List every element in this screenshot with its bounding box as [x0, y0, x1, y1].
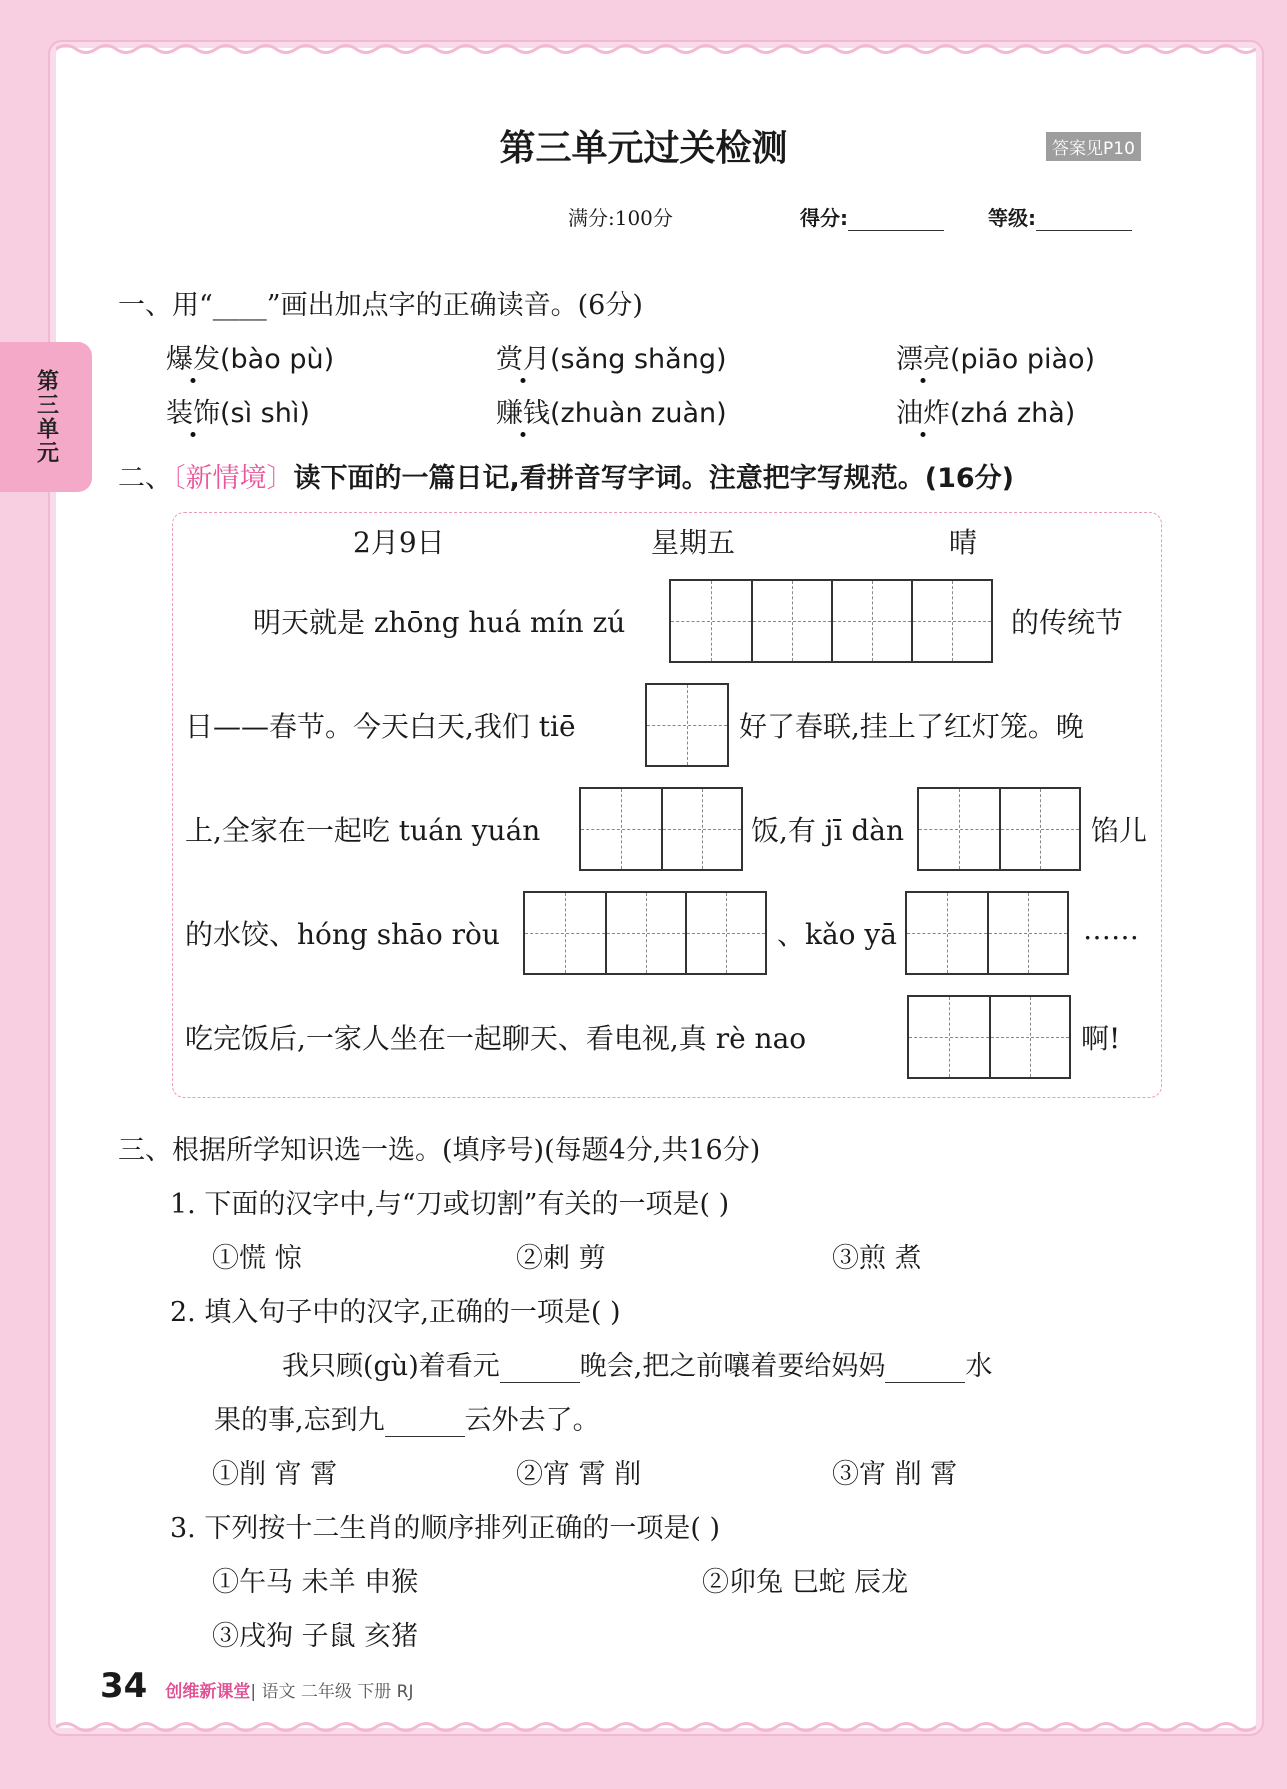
grid-cell[interactable]	[909, 997, 989, 1077]
book-meta: | 语文 二年级 下册 RJ	[250, 1682, 414, 1702]
s1-item-6	[896, 391, 1075, 430]
q3-option-1[interactable]: ①午马 未羊 申猴	[212, 1567, 419, 1598]
side-tab-label: 第三单元	[33, 369, 59, 465]
grade-field	[988, 202, 1132, 231]
section-2-heading	[118, 456, 1014, 495]
q2-sentence-part: 果的事,忘到九	[214, 1405, 385, 1436]
diary-weather: 晴	[949, 526, 978, 559]
q2-text: 2. 填入句子中的汉字,正确的一项是( )	[170, 1297, 621, 1328]
grid-cell[interactable]	[581, 789, 661, 869]
q2-option-1[interactable]: ①削 宵 霄	[212, 1459, 338, 1490]
diary-line-4-mid: 、kǎo yā	[777, 918, 897, 951]
q2-blank-2[interactable]	[885, 1360, 965, 1383]
wavy-border-bottom	[56, 1720, 1256, 1734]
answer-grid-renao[interactable]	[907, 995, 1071, 1079]
s1-word: 爆发	[166, 344, 220, 375]
q2-sentence-part: 水	[965, 1351, 993, 1382]
diary-line-3-end: 馅儿	[1091, 814, 1148, 847]
s1-pinyin: (sì shì)	[220, 398, 310, 429]
q2-option-2[interactable]: ②宵 霄 削	[516, 1459, 642, 1490]
grid-cell[interactable]	[831, 581, 911, 661]
q1-option-3[interactable]: ③煎 煮	[832, 1243, 922, 1274]
section-2-prefix: 二、	[118, 463, 172, 494]
s1-pinyin: (zhuàn zuàn)	[550, 398, 727, 429]
q2-option-3[interactable]: ③宵 削 霄	[832, 1459, 958, 1490]
s1-item-1	[166, 337, 334, 376]
diary-line-4-text: 的水饺、hóng shāo ròu	[185, 918, 500, 951]
s1-word: 漂亮	[896, 344, 950, 375]
diary-line-2-end: 好了春联,挂上了红灯笼。晚	[739, 710, 1084, 743]
s1-item-5	[496, 391, 727, 430]
grade-label: 等级:	[988, 206, 1036, 230]
grid-cell[interactable]	[999, 789, 1079, 869]
grid-cell[interactable]	[661, 789, 741, 869]
section-2-title: 读下面的一篇日记,看拼音写字词。注意把字写规范。(16分)	[293, 463, 1015, 494]
answer-grid-kaoya[interactable]	[905, 891, 1069, 975]
unit-side-tab	[0, 342, 92, 492]
grid-cell[interactable]	[671, 581, 751, 661]
q2-sentence-part: 我只顾(gù)着看元	[282, 1351, 500, 1382]
diary-line-4-end: ……	[1083, 913, 1139, 946]
grid-cell[interactable]	[605, 893, 685, 973]
s1-pinyin: (piāo piào)	[950, 344, 1096, 375]
grade-blank[interactable]	[1036, 210, 1132, 231]
s1-pinyin: (bào pù)	[220, 344, 335, 375]
grid-cell[interactable]	[987, 893, 1067, 973]
page-title: 第三单元过关检测	[499, 128, 788, 169]
s1-item-4	[166, 391, 310, 430]
grid-cell[interactable]	[989, 997, 1069, 1077]
s1-item-3	[896, 337, 1095, 376]
grid-cell[interactable]	[647, 685, 727, 765]
diary-line-5-end: 啊!	[1081, 1022, 1121, 1055]
section-1-heading: 一、用“____”画出加点字的正确读音。(6分)	[118, 290, 643, 321]
q2-sentence-part: 云外去了。	[464, 1405, 600, 1436]
answer-grid-tuanyuan[interactable]	[579, 787, 743, 871]
score-label: 得分:	[800, 206, 848, 230]
grid-cell[interactable]	[525, 893, 605, 973]
grid-cell[interactable]	[751, 581, 831, 661]
grid-cell[interactable]	[919, 789, 999, 869]
q1-text: 1. 下面的汉字中,与“刀或切割”有关的一项是( )	[170, 1189, 730, 1220]
answer-reference-badge: 答案见P10	[1046, 132, 1141, 161]
answer-grid-hongshaorou[interactable]	[523, 891, 767, 975]
grid-cell[interactable]	[907, 893, 987, 973]
brand-name: 创维新课堂	[165, 1682, 251, 1702]
s1-item-2	[496, 337, 727, 376]
q2-sentence-line-1	[282, 1344, 992, 1383]
q3-text: 3. 下列按十二生肖的顺序排列正确的一项是( )	[170, 1513, 720, 1544]
diary-line-1-end: 的传统节	[1011, 606, 1124, 639]
new-context-tag: 〔新情境〕	[172, 463, 294, 494]
page-number: 34	[100, 1666, 148, 1706]
grid-cell[interactable]	[911, 581, 991, 661]
diary-line-3-text: 上,全家在一起吃 tuán yuán	[185, 814, 541, 847]
page-footer	[100, 1666, 414, 1706]
score-field	[800, 202, 944, 231]
s1-word: 赚钱	[496, 398, 550, 429]
answer-grid-jidan[interactable]	[917, 787, 1081, 871]
score-blank[interactable]	[848, 210, 944, 231]
answer-grid-tie[interactable]	[645, 683, 729, 767]
diary-weekday: 星期五	[651, 526, 736, 559]
wavy-border-top	[56, 42, 1256, 56]
grid-cell[interactable]	[685, 893, 765, 973]
s1-word: 装饰	[166, 398, 220, 429]
s1-word: 赏月	[496, 344, 550, 375]
q2-blank-1[interactable]	[500, 1360, 580, 1383]
diary-line-1-text: 明天就是 zhōng huá mín zú	[253, 606, 626, 639]
section-3-heading: 三、根据所学知识选一选。(填序号)(每题4分,共16分)	[118, 1135, 761, 1166]
diary-line-3-mid: 饭,有 jī dàn	[751, 814, 904, 847]
q2-blank-3[interactable]	[385, 1414, 465, 1437]
q1-option-2[interactable]: ②刺 剪	[516, 1243, 606, 1274]
q2-sentence-part: 晚会,把之前嚷着要给妈妈	[579, 1351, 886, 1382]
diary-box	[172, 512, 1162, 1098]
diary-line-5-text: 吃完饭后,一家人坐在一起聊天、看电视,真 rè nao	[185, 1022, 807, 1055]
s1-word: 油炸	[896, 398, 950, 429]
s1-pinyin: (sǎng shǎng)	[550, 344, 727, 375]
s1-pinyin: (zhá zhà)	[950, 398, 1076, 429]
answer-grid-zhonghuaminzu[interactable]	[669, 579, 993, 663]
q3-option-2[interactable]: ②卯兔 巳蛇 辰龙	[702, 1567, 909, 1598]
full-score: 满分:100分	[568, 206, 673, 230]
diary-date: 2月9日	[353, 526, 445, 559]
q1-option-1[interactable]: ①慌 惊	[212, 1243, 302, 1274]
q3-option-3[interactable]: ③戌狗 子鼠 亥猪	[212, 1621, 419, 1652]
q2-sentence-line-2	[214, 1398, 600, 1437]
diary-line-2-text: 日——春节。今天白天,我们 tiē	[185, 710, 576, 743]
